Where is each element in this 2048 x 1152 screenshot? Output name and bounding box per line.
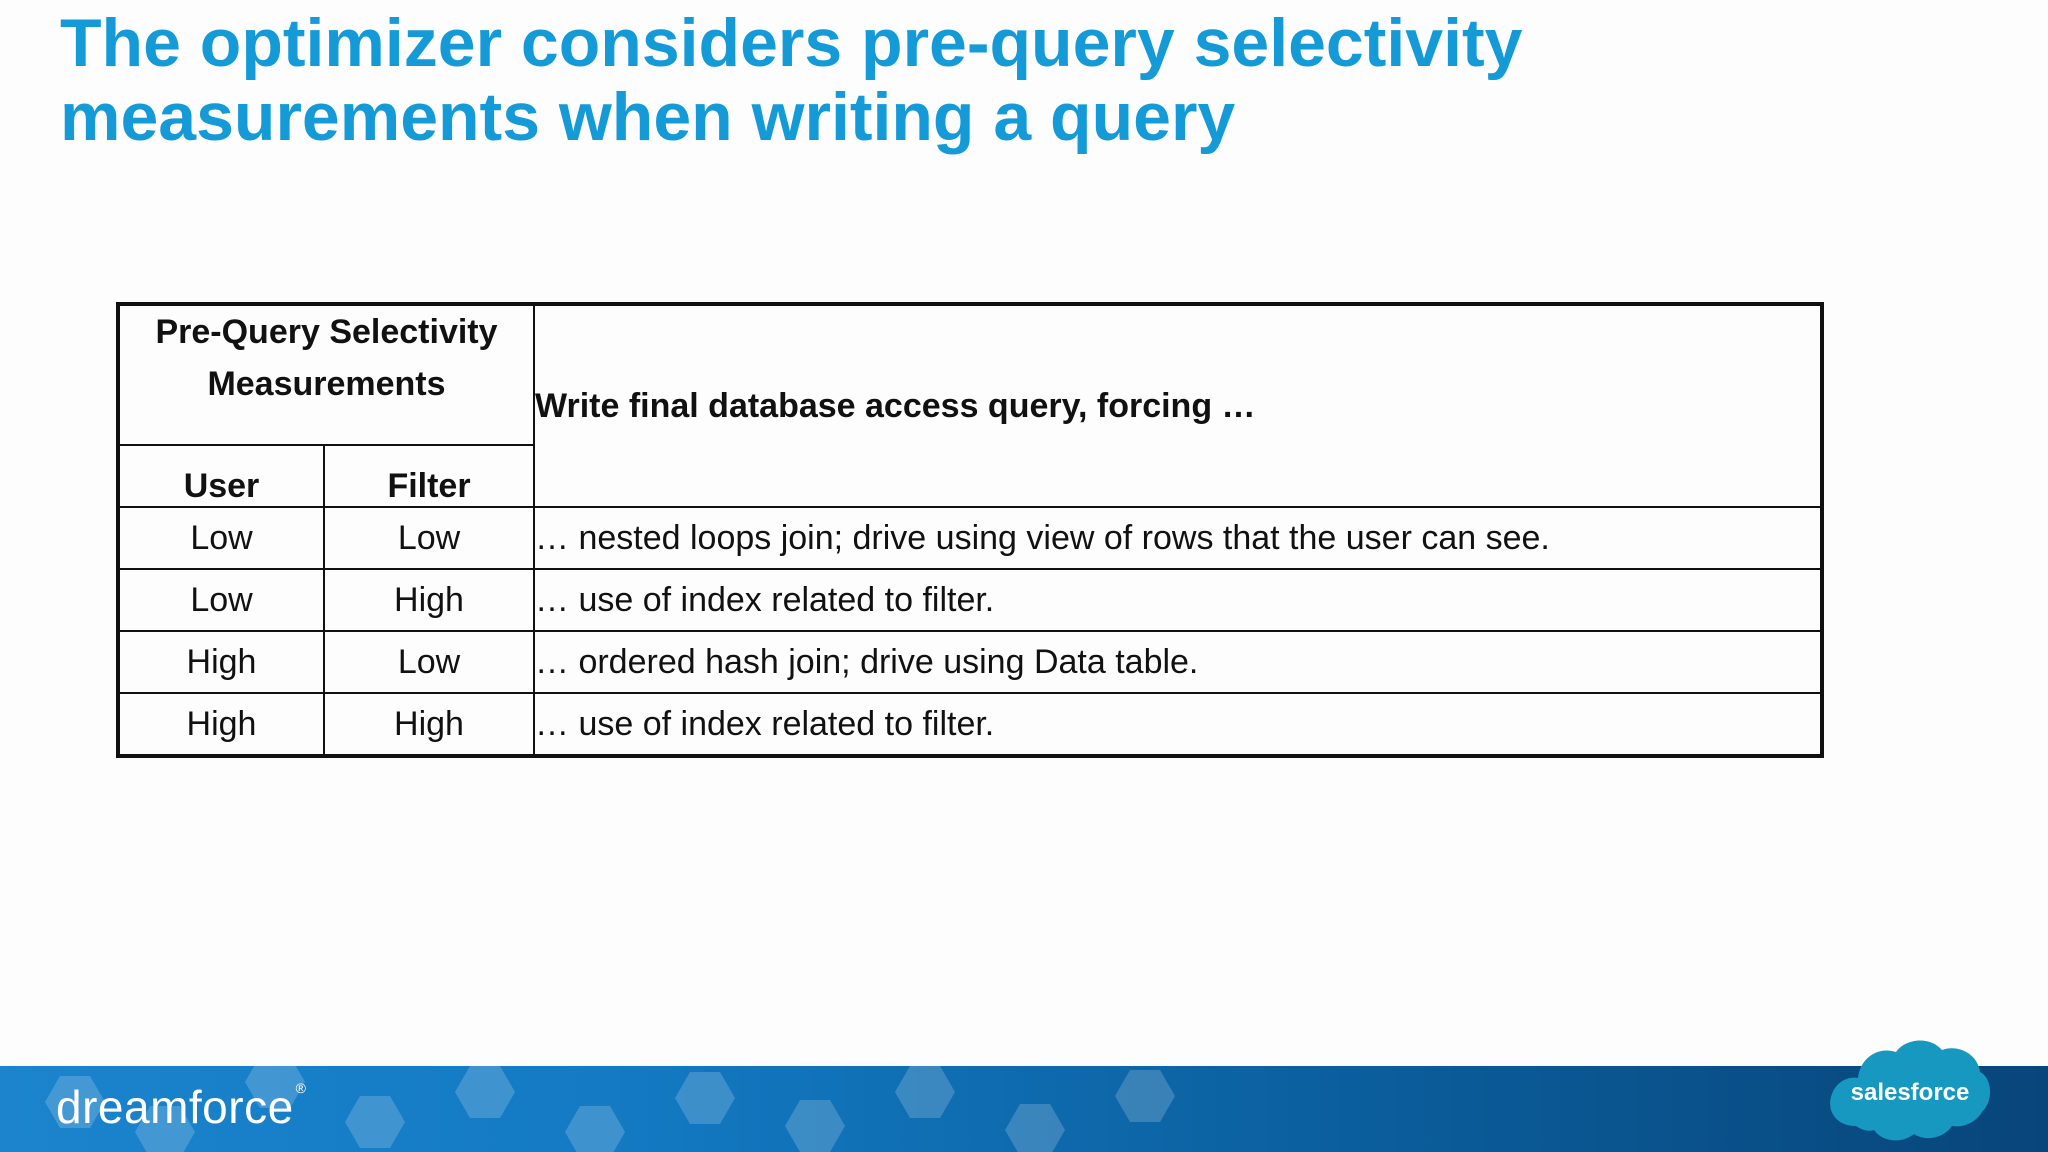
action-cell: … ordered hash join; drive using Data table. xyxy=(534,631,1822,693)
action-cell: … use of index related to filter. xyxy=(534,693,1822,756)
slide-title xyxy=(60,6,1760,154)
trademark-mark: ® xyxy=(295,1080,307,1096)
user-selectivity-cell: Low xyxy=(118,507,324,569)
group-header-line-1: Pre-Query Selectivity xyxy=(155,313,498,351)
dreamforce-wordmark: dreamforce xyxy=(56,1081,294,1133)
filter-selectivity-cell: Low xyxy=(324,631,534,693)
user-selectivity-cell: High xyxy=(118,693,324,756)
title-line-2: measurements when writing a query xyxy=(60,79,1236,155)
table-row xyxy=(118,693,1822,756)
table-row xyxy=(118,569,1822,631)
selectivity-group-header xyxy=(118,304,534,445)
title-line-1: The optimizer considers pre-query selectivity xyxy=(60,5,1523,81)
footer-bar xyxy=(0,1066,2048,1152)
action-column-header: Write final database access query, forcing … xyxy=(534,304,1822,507)
filter-column-header: Filter xyxy=(324,445,534,507)
user-selectivity-cell: High xyxy=(118,631,324,693)
table-row xyxy=(118,507,1822,569)
user-column-header: User xyxy=(118,445,324,507)
user-selectivity-cell: Low xyxy=(118,569,324,631)
filter-selectivity-cell: High xyxy=(324,569,534,631)
hexagon-pattern-decoration xyxy=(0,1066,2048,1152)
group-header-line-2: Measurements xyxy=(207,365,446,403)
salesforce-wordmark: salesforce xyxy=(1850,1079,1970,1106)
action-cell: … use of index related to filter. xyxy=(534,569,1822,631)
action-cell: … nested loops join; drive using view of rows that the user can see. xyxy=(534,507,1822,569)
filter-selectivity-cell: Low xyxy=(324,507,534,569)
dreamforce-logo xyxy=(56,1080,306,1134)
salesforce-cloud-logo xyxy=(1826,1030,1992,1148)
table-header-row xyxy=(118,304,1822,445)
filter-selectivity-cell: High xyxy=(324,693,534,756)
selectivity-table xyxy=(116,302,1824,758)
table-row xyxy=(118,631,1822,693)
